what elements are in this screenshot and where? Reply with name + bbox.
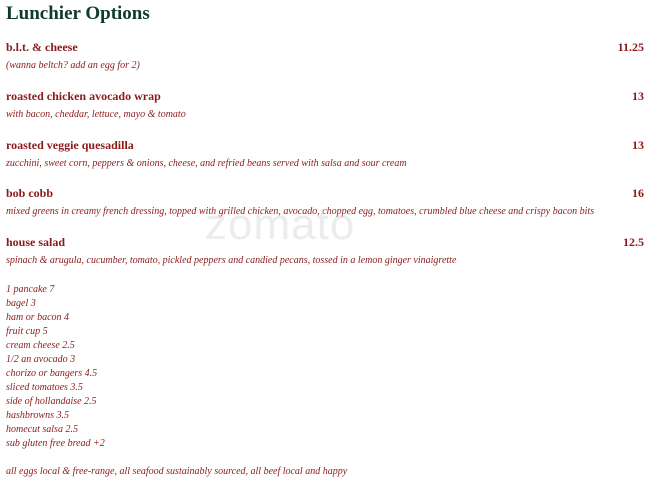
- menu-item: [6, 186, 644, 217]
- side-item: chorizo or bangers 4.5: [6, 368, 98, 379]
- menu-item-price: 12.5: [623, 235, 644, 249]
- menu-item-price: 13: [632, 89, 644, 103]
- side-item: sliced tomatoes 3.5: [6, 382, 83, 393]
- side-item: hashbrowns 3.5: [6, 410, 69, 421]
- menu-item: [6, 138, 644, 169]
- menu-item-name: b.l.t. & cheese: [6, 40, 78, 54]
- menu-item-description: with bacon, cheddar, lettuce, mayo & tomato: [6, 109, 186, 120]
- side-item: fruit cup 5: [6, 326, 48, 337]
- side-item: sub gluten free bread +2: [6, 438, 105, 449]
- zomato-watermark: zomato: [205, 200, 356, 249]
- menu-item-price: 13: [632, 138, 644, 152]
- side-item: 1/2 an avocado 3: [6, 354, 76, 365]
- menu-item: [6, 40, 644, 71]
- menu-item-description: spinach & arugula, cucumber, tomato, pickled peppers and candied pecans, tossed in a lemon ginger vinaigrette: [6, 255, 457, 266]
- menu-item: [6, 235, 644, 266]
- menu-item-name: roasted veggie quesadilla: [6, 138, 134, 152]
- side-item: side of hollandaise 2.5: [6, 396, 97, 407]
- menu-footer-note: all eggs local & free-range, all seafood sustainably sourced, all beef local and happy: [6, 466, 348, 477]
- side-item: bagel 3: [6, 298, 36, 309]
- side-item: ham or bacon 4: [6, 312, 70, 323]
- side-item: homecut salsa 2.5: [6, 424, 78, 435]
- menu-item-name: house salad: [6, 235, 66, 249]
- menu-item-name: roasted chicken avocado wrap: [6, 89, 161, 103]
- side-item: 1 pancake 7: [6, 284, 55, 295]
- menu-item-name: bob cobb: [6, 186, 54, 200]
- menu-item-description: zucchini, sweet corn, peppers & onions, cheese, and refried beans served with salsa and sour cream: [6, 158, 407, 169]
- menu-item-price: 16: [632, 186, 644, 200]
- side-item: cream cheese 2.5: [6, 340, 75, 351]
- menu-item-description: (wanna beltch? add an egg for 2): [6, 60, 140, 71]
- menu-item-description: mixed greens in creamy french dressing, topped with grilled chicken, avocado, chopped egg, tomatoes, crumbled blue cheese and crispy bacon bits: [6, 206, 595, 217]
- menu-item-price: 11.25: [617, 40, 644, 54]
- sides-list: [6, 283, 105, 451]
- menu-item: [6, 89, 644, 120]
- menu-title: Lunchier Options: [6, 3, 150, 24]
